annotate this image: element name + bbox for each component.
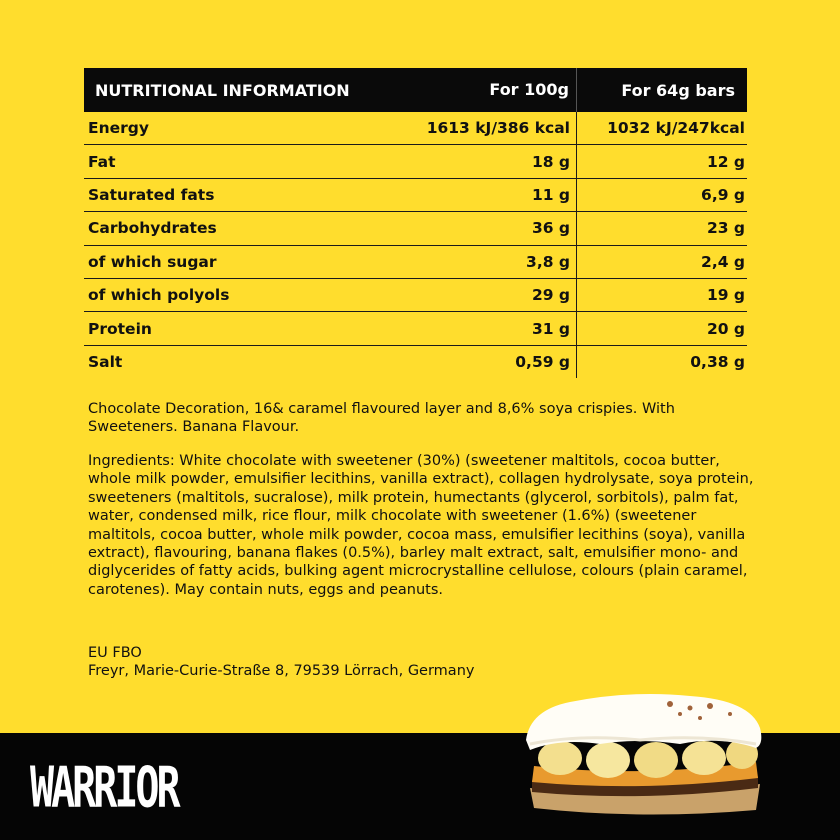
table-row-fat bbox=[84, 145, 747, 178]
table-row-polyols bbox=[84, 279, 747, 312]
eu-fbo-address: Freyr, Marie-Curie-Straße 8, 79539 Lörrach, Germany bbox=[88, 663, 475, 680]
table-row-saturated-fats bbox=[84, 179, 747, 212]
table-row-sugar bbox=[84, 246, 747, 279]
row-label: Protein bbox=[88, 319, 152, 338]
row-label: Carbohydrates bbox=[88, 219, 217, 238]
row-per-100g: 0,59 g bbox=[377, 346, 577, 378]
row-per-100g: 18 g bbox=[377, 145, 577, 177]
table-row-energy bbox=[84, 112, 747, 145]
table-row-salt bbox=[84, 346, 747, 378]
cocoa-dust bbox=[688, 706, 693, 711]
row-per-bar: 0,38 g bbox=[690, 352, 745, 371]
row-label: Energy bbox=[88, 119, 149, 138]
row-per-100g: 11 g bbox=[377, 179, 577, 211]
banana-slice bbox=[538, 741, 582, 775]
row-per-bar: 6,9 g bbox=[701, 185, 745, 204]
table-row-protein bbox=[84, 312, 747, 345]
nutrition-table-header bbox=[84, 68, 747, 112]
row-per-bar: 23 g bbox=[706, 219, 745, 238]
header-per-bar: For 64g bars bbox=[621, 80, 735, 100]
eu-fbo-block bbox=[88, 644, 758, 681]
row-per-100g: 3,8 g bbox=[377, 246, 577, 278]
cocoa-dust bbox=[728, 712, 732, 716]
header-per-100g: For 100g bbox=[377, 68, 577, 112]
row-per-bar: 2,4 g bbox=[701, 252, 745, 271]
table-row-carbohydrates bbox=[84, 212, 747, 245]
row-per-bar: 12 g bbox=[706, 152, 745, 171]
eu-fbo-title: EU FBO bbox=[88, 645, 142, 661]
row-per-100g: 29 g bbox=[377, 279, 577, 311]
ingredients-text: Ingredients: White chocolate with sweetener (30%) (sweetener maltitols, cocoa butter, whole milk powder, emulsifier lecithins, vanilla extract), collagen hydrolysate, soya protein, sweeteners (maltitols, sucralose), milk protein, humectants (glycerol, sorbitols), palm fat, water, condensed milk, rice flour, milk chocolate with sweetener (1.6%) (sweetener maltitols, cocoa butter, whole milk powder, cocoa mass, emulsifier lecithins (soya), vanilla extract), flavouring, banana flakes (0.5%), barley malt extract, salt, emulsifier mono- and diglycerides of fatty acids, bulking agent microcrystalline cellulose, colours (plain caramel, carotenes). May contain nuts, eggs and peanuts. bbox=[88, 453, 754, 598]
product-description: Chocolate Decoration, 16& caramel flavoured layer and 8,6% soya crispies. With Sweeteners. Banana Flavour. bbox=[88, 401, 675, 436]
cocoa-dust bbox=[678, 712, 682, 716]
nutrition-table bbox=[84, 68, 747, 378]
row-per-100g: 1613 kJ/386 kcal bbox=[377, 112, 577, 144]
row-per-bar: 1032 kJ/247kcal bbox=[607, 119, 745, 138]
cocoa-dust bbox=[707, 703, 713, 709]
whipped-cream bbox=[526, 694, 761, 750]
warrior-logo: WARRIOR bbox=[30, 756, 178, 821]
banana-cream-pie-image bbox=[520, 688, 765, 818]
banana-slice bbox=[634, 742, 678, 778]
row-label: Salt bbox=[88, 352, 123, 371]
row-per-bar: 20 g bbox=[706, 319, 745, 338]
cocoa-dust bbox=[667, 701, 673, 707]
row-per-100g: 31 g bbox=[377, 312, 577, 344]
row-label: of which sugar bbox=[88, 252, 217, 271]
row-label: Fat bbox=[88, 152, 116, 171]
row-per-100g: 36 g bbox=[377, 212, 577, 244]
row-label: of which polyols bbox=[88, 286, 230, 305]
banana-slice bbox=[682, 741, 726, 775]
row-per-bar: 19 g bbox=[706, 286, 745, 305]
header-nutritional-information: NUTRITIONAL INFORMATION bbox=[95, 80, 350, 100]
cocoa-dust bbox=[698, 716, 702, 720]
row-label: Saturated fats bbox=[88, 185, 215, 204]
banana-slice bbox=[586, 742, 630, 778]
